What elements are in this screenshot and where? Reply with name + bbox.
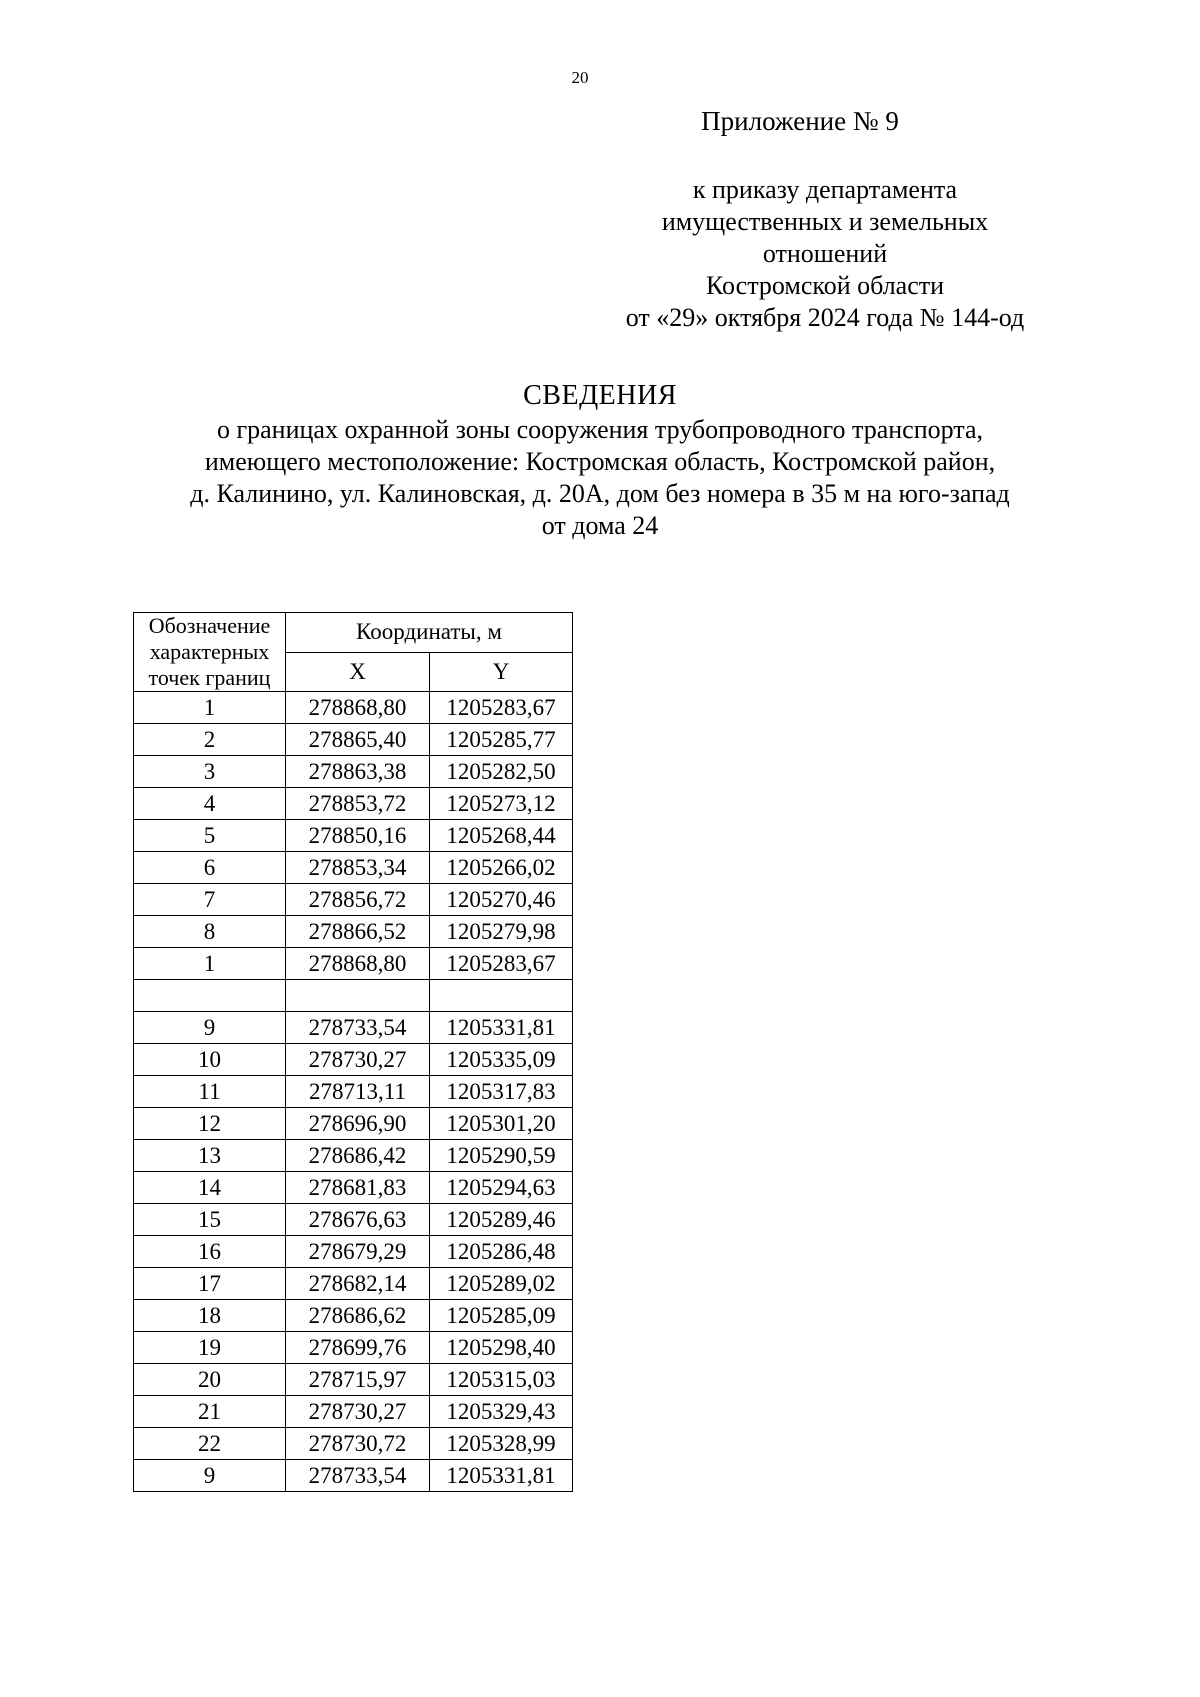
x-coordinate-cell: 278715,97 [286, 1364, 430, 1396]
x-coordinate-cell: 278733,54 [286, 1012, 430, 1044]
x-coordinate-cell: 278733,54 [286, 1460, 430, 1492]
table-row [134, 1460, 573, 1492]
designation-header-line: точек границ [148, 665, 271, 690]
x-coordinate-cell: 278682,14 [286, 1268, 430, 1300]
y-coordinate-cell: 1205282,50 [430, 756, 573, 788]
y-coordinate-cell: 1205283,67 [430, 948, 573, 980]
point-cell: 4 [134, 788, 286, 820]
document-subheading [100, 414, 1100, 542]
x-coordinate-cell: 278679,29 [286, 1236, 430, 1268]
x-coordinate-cell: 278866,52 [286, 916, 430, 948]
table-row [134, 884, 573, 916]
point-cell: 13 [134, 1140, 286, 1172]
x-coordinate-cell: 278681,83 [286, 1172, 430, 1204]
table-row [134, 1172, 573, 1204]
point-cell: 19 [134, 1332, 286, 1364]
x-coordinate-cell: 278730,72 [286, 1428, 430, 1460]
table-row [134, 1396, 573, 1428]
table-row [134, 1236, 573, 1268]
table-row [134, 1268, 573, 1300]
y-coordinate-cell: 1205317,83 [430, 1076, 573, 1108]
order-line: от «29» октября 2024 года № 144-од [625, 303, 1025, 332]
table-row [134, 820, 573, 852]
x-column-header: X [286, 652, 430, 692]
point-cell: 2 [134, 724, 286, 756]
point-cell: 21 [134, 1396, 286, 1428]
point-cell: 16 [134, 1236, 286, 1268]
table-row [134, 1140, 573, 1172]
point-cell: 7 [134, 884, 286, 916]
point-cell: 9 [134, 1460, 286, 1492]
y-coordinate-cell: 1205286,48 [430, 1236, 573, 1268]
x-coordinate-cell [286, 980, 430, 1012]
table-row [134, 948, 573, 980]
x-coordinate-cell: 278699,76 [286, 1332, 430, 1364]
x-coordinate-cell: 278686,42 [286, 1140, 430, 1172]
point-cell: 1 [134, 948, 286, 980]
y-coordinate-cell: 1205266,02 [430, 852, 573, 884]
point-cell: 17 [134, 1268, 286, 1300]
y-coordinate-cell: 1205328,99 [430, 1428, 573, 1460]
order-line: к приказу департамента [692, 175, 958, 204]
y-coordinate-cell: 1205285,77 [430, 724, 573, 756]
point-cell: 8 [134, 916, 286, 948]
x-coordinate-cell: 278730,27 [286, 1044, 430, 1076]
x-coordinate-cell: 278713,11 [286, 1076, 430, 1108]
y-coordinate-cell [430, 980, 573, 1012]
y-coordinate-cell: 1205298,40 [430, 1332, 573, 1364]
table-row [134, 1044, 573, 1076]
point-cell: 3 [134, 756, 286, 788]
order-line: отношений [762, 239, 888, 268]
y-coordinate-cell: 1205331,81 [430, 1460, 573, 1492]
table-row [134, 756, 573, 788]
y-coordinate-cell: 1205270,46 [430, 884, 573, 916]
x-coordinate-cell: 278730,27 [286, 1396, 430, 1428]
point-cell: 5 [134, 820, 286, 852]
x-coordinate-cell: 278853,34 [286, 852, 430, 884]
order-reference [560, 174, 1090, 334]
y-coordinate-cell: 1205335,09 [430, 1044, 573, 1076]
table-row [134, 980, 573, 1012]
point-cell: 9 [134, 1012, 286, 1044]
y-coordinate-cell: 1205329,43 [430, 1396, 573, 1428]
y-coordinate-cell: 1205273,12 [430, 788, 573, 820]
page-number: 20 [571, 68, 589, 87]
x-coordinate-cell: 278676,63 [286, 1204, 430, 1236]
y-coordinate-cell: 1205279,98 [430, 916, 573, 948]
table-row [134, 1076, 573, 1108]
point-cell: 10 [134, 1044, 286, 1076]
x-coordinate-cell: 278865,40 [286, 724, 430, 756]
point-cell: 20 [134, 1364, 286, 1396]
subheading-line: имеющего местоположение: Костромская область, Костромской район, [204, 447, 996, 476]
x-coordinate-cell: 278868,80 [286, 692, 430, 724]
designation-header-line: Обозначение [148, 613, 271, 638]
x-coordinate-cell: 278850,16 [286, 820, 430, 852]
order-line: имущественных и земельных [661, 207, 989, 236]
point-cell: 14 [134, 1172, 286, 1204]
point-cell [134, 980, 286, 1012]
y-coordinate-cell: 1205331,81 [430, 1012, 573, 1044]
table-row [134, 788, 573, 820]
table-row [134, 1428, 573, 1460]
x-coordinate-cell: 278853,72 [286, 788, 430, 820]
point-cell: 11 [134, 1076, 286, 1108]
table-row [134, 1364, 573, 1396]
order-line: Костромской области [705, 271, 945, 300]
x-coordinate-cell: 278696,90 [286, 1108, 430, 1140]
y-coordinate-cell: 1205289,02 [430, 1268, 573, 1300]
point-cell: 12 [134, 1108, 286, 1140]
point-cell: 15 [134, 1204, 286, 1236]
coordinates-table-body [134, 692, 573, 1492]
y-coordinate-cell: 1205285,09 [430, 1300, 573, 1332]
table-row [134, 1300, 573, 1332]
y-coordinate-cell: 1205289,46 [430, 1204, 573, 1236]
y-coordinate-cell: 1205290,59 [430, 1140, 573, 1172]
x-coordinate-cell: 278856,72 [286, 884, 430, 916]
y-coordinate-cell: 1205301,20 [430, 1108, 573, 1140]
subheading-line: от дома 24 [541, 511, 659, 540]
designation-header-line: характерных [149, 639, 270, 664]
x-coordinate-cell: 278686,62 [286, 1300, 430, 1332]
point-cell: 18 [134, 1300, 286, 1332]
table-row [134, 692, 573, 724]
y-coordinate-cell: 1205283,67 [430, 692, 573, 724]
point-cell: 6 [134, 852, 286, 884]
y-coordinate-cell: 1205294,63 [430, 1172, 573, 1204]
table-row [134, 1012, 573, 1044]
table-row [134, 724, 573, 756]
subheading-line: д. Калинино, ул. Калиновская, д. 20А, дом без номера в 35 м на юго-запад [190, 479, 1010, 508]
coordinates-header: Координаты, м [286, 613, 573, 653]
table-row [134, 1108, 573, 1140]
y-coordinate-cell: 1205268,44 [430, 820, 573, 852]
table-row [134, 1204, 573, 1236]
table-row [134, 852, 573, 884]
document-heading: СВЕДЕНИЯ [523, 380, 677, 411]
appendix-title: Приложение № 9 [701, 106, 899, 136]
y-column-header: Y [430, 652, 573, 692]
table-row [134, 1332, 573, 1364]
point-cell: 1 [134, 692, 286, 724]
designation-header [134, 613, 286, 692]
x-coordinate-cell: 278863,38 [286, 756, 430, 788]
y-coordinate-cell: 1205315,03 [430, 1364, 573, 1396]
point-cell: 22 [134, 1428, 286, 1460]
coordinates-table [133, 612, 573, 1492]
table-row [134, 916, 573, 948]
x-coordinate-cell: 278868,80 [286, 948, 430, 980]
subheading-line: о границах охранной зоны сооружения трубопроводного транспорта, [216, 415, 984, 444]
